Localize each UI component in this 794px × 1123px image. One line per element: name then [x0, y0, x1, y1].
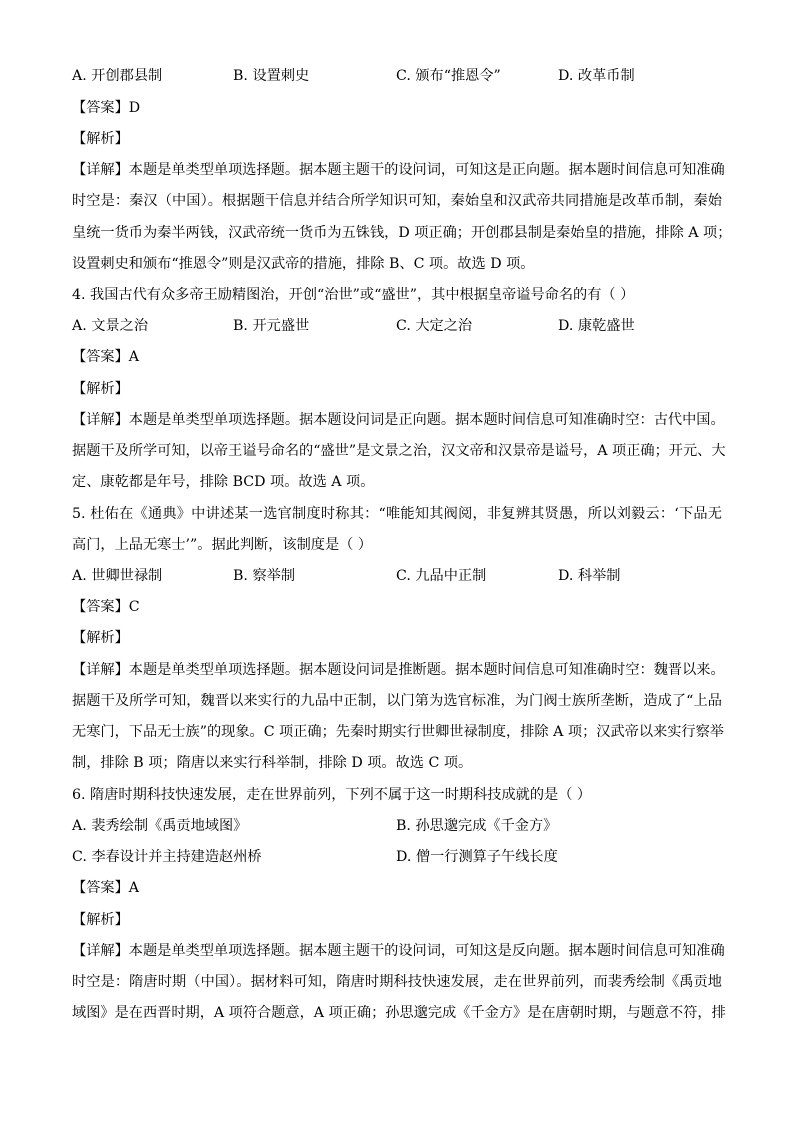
q5-option-b: B. 察举制: [233, 568, 296, 584]
q4-option-d: D. 康乾盛世: [558, 318, 635, 334]
q4-option-b: B. 开元盛世: [233, 318, 310, 334]
q5-option-a: A. 世卿世禄制: [72, 568, 163, 584]
q6-stem: 6. 隋唐时期科技快速发展，走在世界前列，下列不属于这一时期科技成就的是（ ）: [72, 787, 592, 803]
q5-detail-line: 据题干及所学可知，魏晋以来实行的九品中正制，以门第为选官标准，为门阀士族所垄断，造成了“上品: [72, 693, 722, 709]
q5-detail-line: 【详解】本题是单类型单项选择题。据本题设问词是推断题。据本题时间信息可知准确时空：魏晋以来。: [72, 662, 725, 678]
q3-detail-line: 【详解】本题是单类型单项选择题。据本题主题干的设问词，可知这是正向题。据本题时间信息可知准确: [72, 162, 725, 178]
q5-option-d: D. 科举制: [558, 568, 621, 584]
q6-detail-line: 域图》是在西晋时期，A 项符合题意，A 项正确；孙思邈完成《千金方》是在唐朝时期，与题意不符，排: [72, 1005, 726, 1021]
q3-detail-line: 时空是：秦汉（中国）。根据题干信息并结合所学知识可知，秦始皇和汉武帝共同措施是改革币制，秦始: [72, 193, 722, 209]
q5-detail-line: 制，排除 B 项；隋唐以来实行科举制，排除 D 项。故选 C 项。: [72, 755, 473, 771]
q3-option-a: A. 开创郡县制: [72, 68, 163, 84]
q6-option-a: A. 裴秀绘制《禹贡地域图》: [72, 818, 248, 834]
q4-option-c: C. 大定之治: [396, 318, 473, 334]
q3-detail-line: 设置刺史和颁布“推恩令”则是汉武帝的措施，排除 B、C 项。故选 D 项。: [72, 256, 535, 272]
q5-stem-line: 高门，上品无寒士’”。据此判断，该制度是（ ）: [72, 537, 373, 553]
q3-option-c: C. 颁布“推恩令”: [396, 68, 501, 84]
q6-answer: 【答案】A: [72, 880, 139, 896]
q6-option-b: B. 孙思邈完成《千金方》: [396, 818, 558, 834]
q5-stem-line: 5. 杜佑在《通典》中讲述某一选官制度时称其：“唯能知其阀阅，非复辨其贤愚，所以刘毅云：‘下品无: [72, 506, 722, 522]
q4-stem: 4. 我国古代有众多帝王励精图治，开创“治世”或“盛世”，其中根据皇帝谥号命名的有（ ）: [72, 287, 635, 303]
q4-detail-line: 【详解】本题是单类型单项选择题。据本题设问词是正向题。据本题时间信息可知准确时空：古代中国。: [72, 412, 725, 428]
q3-answer: 【答案】D: [72, 100, 141, 116]
q4-detail-line: 定、康乾都是年号，排除 BCD 项。故选 A 项。: [72, 474, 375, 490]
q4-analysis-label: 【解析】: [72, 381, 129, 397]
q4-answer: 【答案】A: [72, 349, 139, 365]
q5-option-c: C. 九品中正制: [396, 568, 487, 584]
q6-option-d: D. 僧一行测算子午线长度: [396, 849, 558, 865]
q4-detail-line: 据题干及所学可知，以帝王谥号命名的“盛世”是文景之治，汉文帝和汉景帝是谥号，A 项正确；开元、大: [72, 443, 726, 459]
q3-detail-line: 皇统一货币为秦半两钱，汉武帝统一货币为五铢钱，D 项正确；开创郡县制是秦始皇的措施，排除 A 项；: [72, 225, 732, 241]
q6-detail-line: 时空是：隋唐时期（中国）。据材料可知，隋唐时期科技快速发展，走在世界前列，而裴秀绘制《禹贡地: [72, 974, 722, 990]
q6-analysis-label: 【解析】: [72, 912, 129, 928]
q5-answer: 【答案】C: [72, 599, 140, 615]
q6-option-c: C. 李春设计并主持建造赵州桥: [72, 849, 262, 865]
q6-detail-line: 【详解】本题是单类型单项选择题。据本题主题干的设问词，可知这是反向题。据本题时间信息可知准确: [72, 943, 725, 959]
q3-option-d: D. 改革币制: [558, 68, 635, 84]
q3-option-b: B. 设置刺史: [233, 68, 310, 84]
q5-analysis-label: 【解析】: [72, 630, 129, 646]
q5-detail-line: 无寒门，下品无士族”的现象。C 项正确；先秦时期实行世卿世禄制度，排除 A 项；汉武帝以来实行察举: [72, 724, 724, 740]
q3-analysis-label: 【解析】: [72, 131, 129, 147]
q4-option-a: A. 文景之治: [72, 318, 149, 334]
